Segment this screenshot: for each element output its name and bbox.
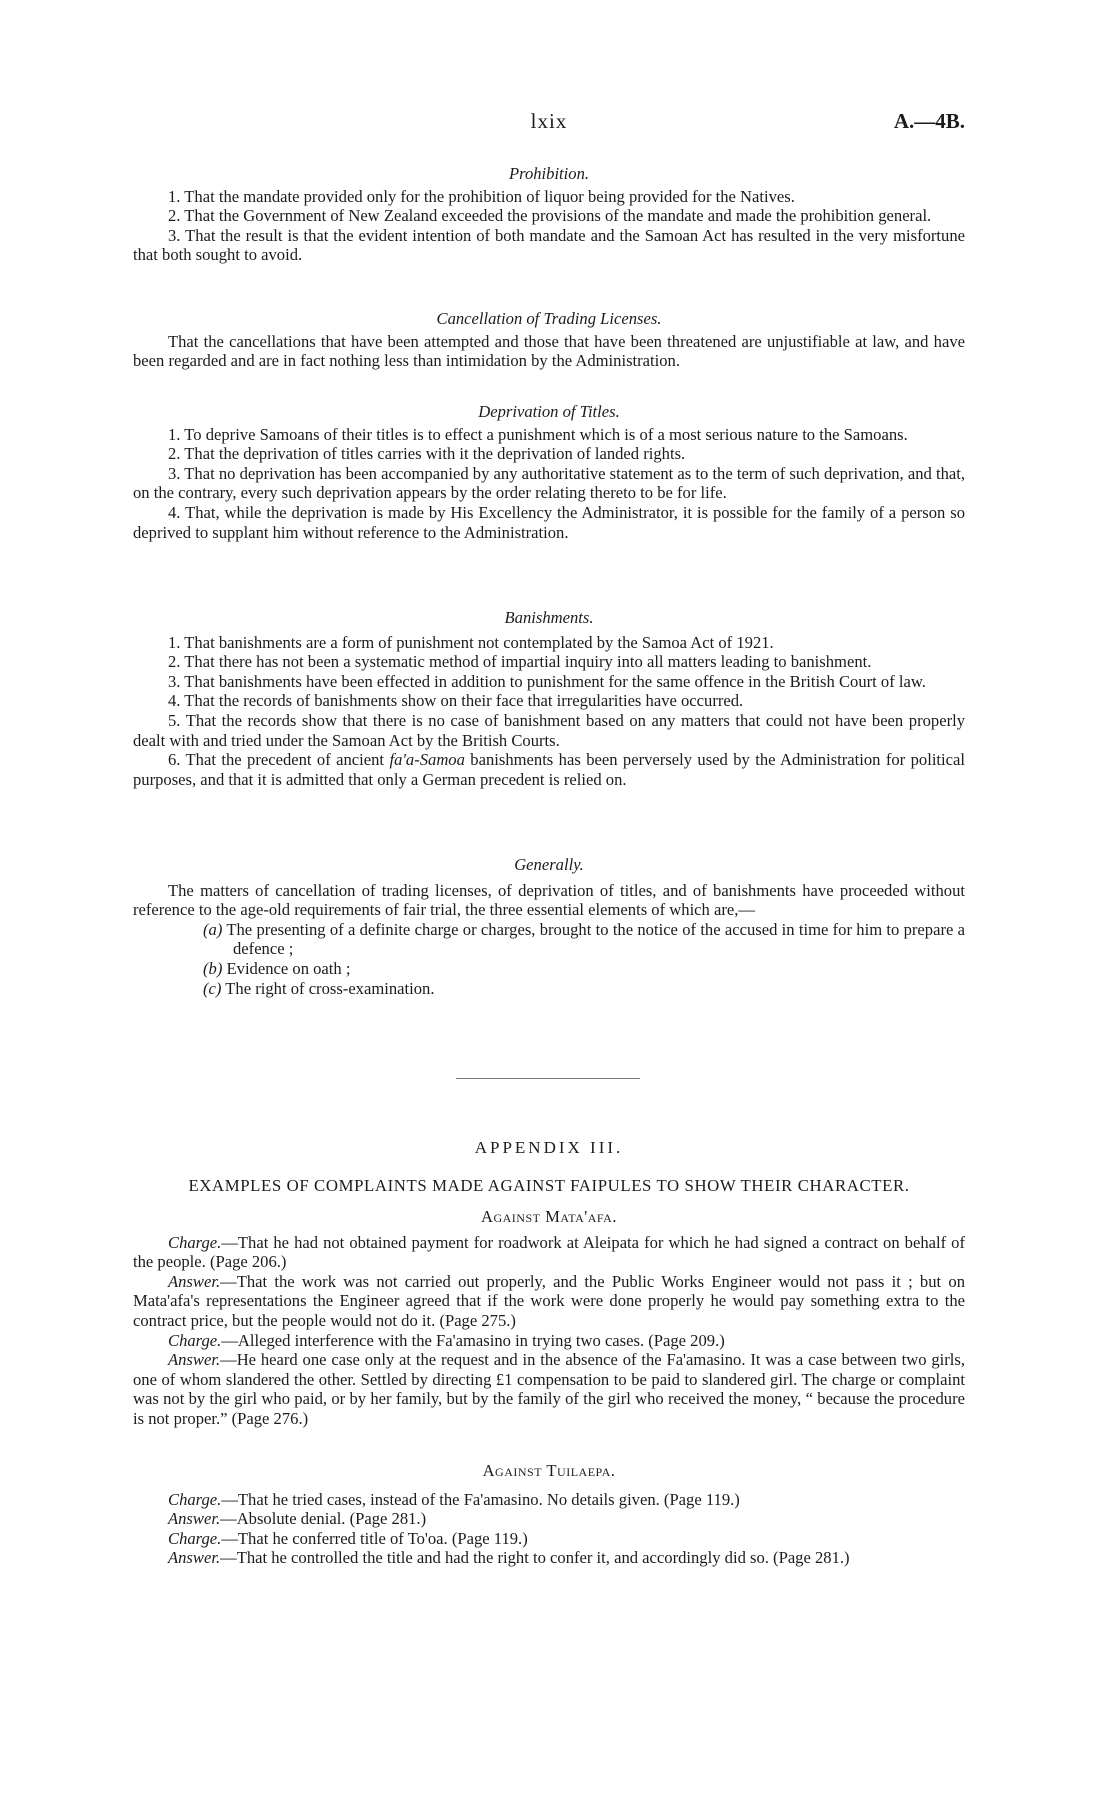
list-item: 3. That no deprivation has been accompanied by any authoritative statement as to the term of such deprivation, and that, on the contrary, every such deprivation appears by the order relating thereto to be for life.	[133, 463, 965, 503]
sub-item	[203, 920, 965, 959]
sub-item-label: (a)	[203, 919, 223, 939]
list-item: 2. That there has not been a systematic method of impartial inquiry into all matters leading to banishment.	[168, 652, 872, 672]
list-item	[133, 750, 965, 789]
page-header	[133, 109, 965, 138]
section-heading: Generally.	[514, 855, 584, 874]
document-reference: A.—4B.	[893, 109, 965, 133]
appendix-subtitle	[133, 1176, 965, 1196]
entry-label: Charge.	[168, 1330, 222, 1350]
entry-text: —That he tried cases, instead of the Fa'amasino. No details given. (Page 119.)	[221, 1489, 740, 1509]
section-heading: Prohibition.	[508, 164, 590, 183]
sub-item	[203, 959, 965, 979]
sub-item	[203, 979, 965, 999]
section-heading: Against Tuilaepa.	[482, 1461, 616, 1480]
entry-text: —That he conferred title of To'oa. (Page 119.)	[221, 1528, 528, 1548]
list-item: 3. That banishments have been effected in addition to punishment for the same offence in the British Court of law.	[168, 671, 926, 691]
entry-label: Charge.	[168, 1528, 222, 1548]
item-text: banishments has been perversely used by the Administration for political purposes, and that it is admitted that only a German precedent is relied on.	[133, 750, 965, 789]
sub-item-text: Evidence on oath ;	[226, 958, 351, 978]
entry-text: —That the work was not carried out properly, and the Public Works Engineer would not pass it ; but on Mata'afa's representations the Engineer agreed that if the work were done properly he would pay something extra to the contract price, but the people would not do it. (Page 275.)	[133, 1271, 965, 1330]
entry-label: Answer.	[168, 1350, 221, 1370]
section-generally	[133, 855, 965, 998]
list-item: 3. That the result is that the evident intention of both mandate and the Samoan Act has resulted in the very misfortune that both sought to avoid.	[133, 225, 965, 265]
section-divider	[456, 1078, 640, 1079]
entry	[133, 1350, 965, 1428]
entry-label: Answer.	[168, 1548, 221, 1568]
entry	[133, 1490, 965, 1510]
list-item: 4. That, while the deprivation is made by His Excellency the Administrator, it is possible for the family of a person so deprived to supplant him without reference to the Administration.	[133, 502, 965, 542]
entry-label: Charge.	[168, 1489, 222, 1509]
entry-text: —That he had not obtained payment for roadwork at Aleipata for which he had signed a contract on behalf of the people. (Page 206.)	[133, 1232, 965, 1272]
entry-text: —That he controlled the title and had the right to confer it, and accordingly did so. (Page 281.)	[220, 1548, 850, 1568]
section-heading: Deprivation of Titles.	[478, 402, 620, 421]
entry-label: Charge.	[168, 1232, 222, 1252]
list-item: 4. That the records of banishments show on their face that irregularities have occurred.	[168, 691, 744, 711]
paragraph: That the cancellations that have been attempted and those that have been threatened are unjustifiable at law, and have been regarded and are in fact nothing less than intimidation by the Administration.	[133, 331, 965, 371]
list-item: 1. That the mandate provided only for the prohibition of liquor being provided for the Natives.	[168, 186, 795, 206]
section-heading: Banishments.	[504, 608, 594, 627]
section-against-tuilaepa	[133, 1461, 965, 1568]
entry	[133, 1548, 965, 1568]
italic-term: fa'a-Samoa	[389, 750, 465, 770]
entry	[133, 1233, 965, 1272]
item-text: 6. That the precedent of ancient	[168, 750, 390, 770]
sub-item-label: (c)	[203, 978, 222, 998]
list-item: 1. To deprive Samoans of their titles is to effect a punishment which is of a most serious nature to the Samoans.	[168, 424, 908, 444]
appendix-title	[133, 1138, 965, 1158]
paragraph: The matters of cancellation of trading licenses, of deprivation of titles, and of banishments have proceeded without reference to the age-old requirements of fair trial, the three essential elements of which are,—	[133, 880, 965, 920]
entry-text: —Alleged interference with the Fa'amasino in trying two cases. (Page 209.)	[221, 1330, 725, 1350]
section-banishments	[133, 608, 965, 789]
entry	[133, 1509, 965, 1529]
list-item: 1. That banishments are a form of punishment not contemplated by the Samoa Act of 1921.	[168, 632, 774, 652]
entry	[133, 1529, 965, 1549]
list-item: 2. That the deprivation of titles carries with it the deprivation of landed rights.	[168, 444, 686, 464]
sub-item-text: The presenting of a definite charge or charges, brought to the notice of the accused in time for him to prepare a defence ;	[226, 919, 965, 959]
list-item: 2. That the Government of New Zealand exceeded the provisions of the mandate and made the prohibition general.	[168, 206, 932, 226]
sub-item-text: The right of cross-examination.	[225, 978, 435, 998]
list-item: 5. That the records show that there is no case of banishment based on any matters that could not have been properly dealt with and tried under the Samoan Act by the British Courts.	[133, 710, 965, 750]
page-number: lxix	[530, 109, 568, 133]
entry-label: Answer.	[168, 1271, 221, 1291]
section-heading: Cancellation of Trading Licenses.	[436, 309, 662, 328]
entry	[133, 1331, 965, 1351]
section-cancellation	[133, 309, 965, 371]
entry-text: —He heard one case only at the request and in the absence of the Fa'amasino. It was a case between two girls, one of whom slandered the other. Settled by directing £1 compensation to be paid to slandered girl. The charge or complaint was not by the girl who paid, or by her family, but by the family of the girl who received the money, “ because the procedure is not proper.” (Page 276.)	[133, 1350, 965, 1428]
entry	[133, 1272, 965, 1331]
entry-text: —Absolute denial. (Page 281.)	[220, 1509, 427, 1529]
sub-item-label: (b)	[203, 958, 223, 978]
appendix-subheading: EXAMPLES OF COMPLAINTS MADE AGAINST FAIPULES TO SHOW THEIR CHARACTER.	[188, 1176, 910, 1195]
appendix-heading: APPENDIX III.	[474, 1138, 624, 1157]
entry-label: Answer.	[168, 1509, 221, 1529]
section-against-mataafa	[133, 1207, 965, 1429]
section-heading: Against Mata'afa.	[480, 1207, 617, 1226]
section-prohibition	[133, 164, 965, 265]
section-deprivation	[133, 402, 965, 542]
